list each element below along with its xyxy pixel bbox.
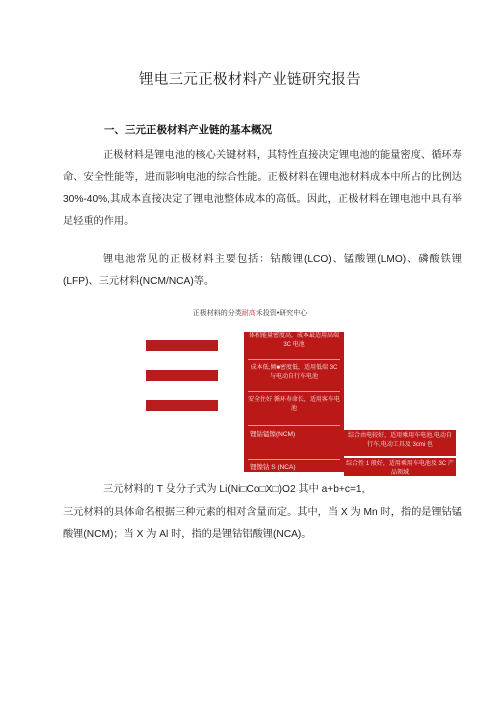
figure-block-label: 锂钴锰镍(NCM) xyxy=(250,431,296,438)
section-heading: 一、三元正极材料产业链的基本概况 xyxy=(104,124,272,136)
figure-caption xyxy=(0,308,500,318)
figure-right-block xyxy=(344,458,456,476)
figure-caption-highlight: 耐高 xyxy=(241,310,256,317)
figure-left-bar xyxy=(146,400,218,411)
figure-divider xyxy=(248,359,340,360)
figure-divider xyxy=(248,391,340,392)
figure-divider xyxy=(248,425,340,426)
figure-block-text: 安全住好 循环寿命长，适用客车电池 xyxy=(248,397,340,412)
figure-left-bar xyxy=(146,340,218,351)
figure-right-text: 综合性 1 般好，适用乘用车电池及 3C 产品领域 xyxy=(346,461,454,476)
figure-left-bar xyxy=(146,370,218,381)
figure-caption-suffix: 禾投资•研究中心 xyxy=(255,310,308,317)
figure-block-text: 体积能量密度高，成本最适用高端 3C 电池 xyxy=(248,333,339,348)
paragraph-materials: 锂电池常见的正极材料主要包括：钴酸锂(LCO)、锰酸锂(LMO)、磷酸铁锂(LFP)、三元材料(NCM/NCA)等。 xyxy=(63,254,462,287)
figure-caption-prefix: 正极材料的分类 xyxy=(192,310,242,317)
figure-block-text: 成本低,倾■密度低，适用低端 3C 与电动自行车电池 xyxy=(250,365,338,380)
figure-main-block xyxy=(244,332,344,472)
figure-right-block xyxy=(344,430,456,456)
document-title: 锂电三元正极材料产业链研究报告 xyxy=(139,72,361,88)
figure-block-label: 锂镍钴 S (NCA) xyxy=(250,464,296,471)
figure-divider xyxy=(248,459,340,460)
paragraph-formula: 三元材料的 T 殳分子式为 Li(Ni□Co□X□)O2 其中 a+b+c=1, xyxy=(103,484,365,495)
paragraph-naming: 三元材料的具体命名根据三种元素的相对含量而定。其中，当 X 为 Mn 时，指的是锂钴锰酸锂(NCM)；当 X 为 Al 时，指的是锂钴铝酸锂(NCA)。 xyxy=(63,507,463,540)
figure-right-text: 综合由电较好，适用乘用车电池,电动自行车,电动工具及 3cmi 也 xyxy=(348,433,452,448)
paragraph-intro: 正极材料是锂电池的核心关键材料，其特性直接决定锂电池的能量密度、循环寿命、安全性能等，进而影响电池的综合性能。正极材料在锂电池材料成本中所占的比例达 30%-40%,其成本直接决定了锂电池整体成本的高低。因此，正极材料在锂电池中具有举足轻重的作用。 xyxy=(63,150,462,227)
